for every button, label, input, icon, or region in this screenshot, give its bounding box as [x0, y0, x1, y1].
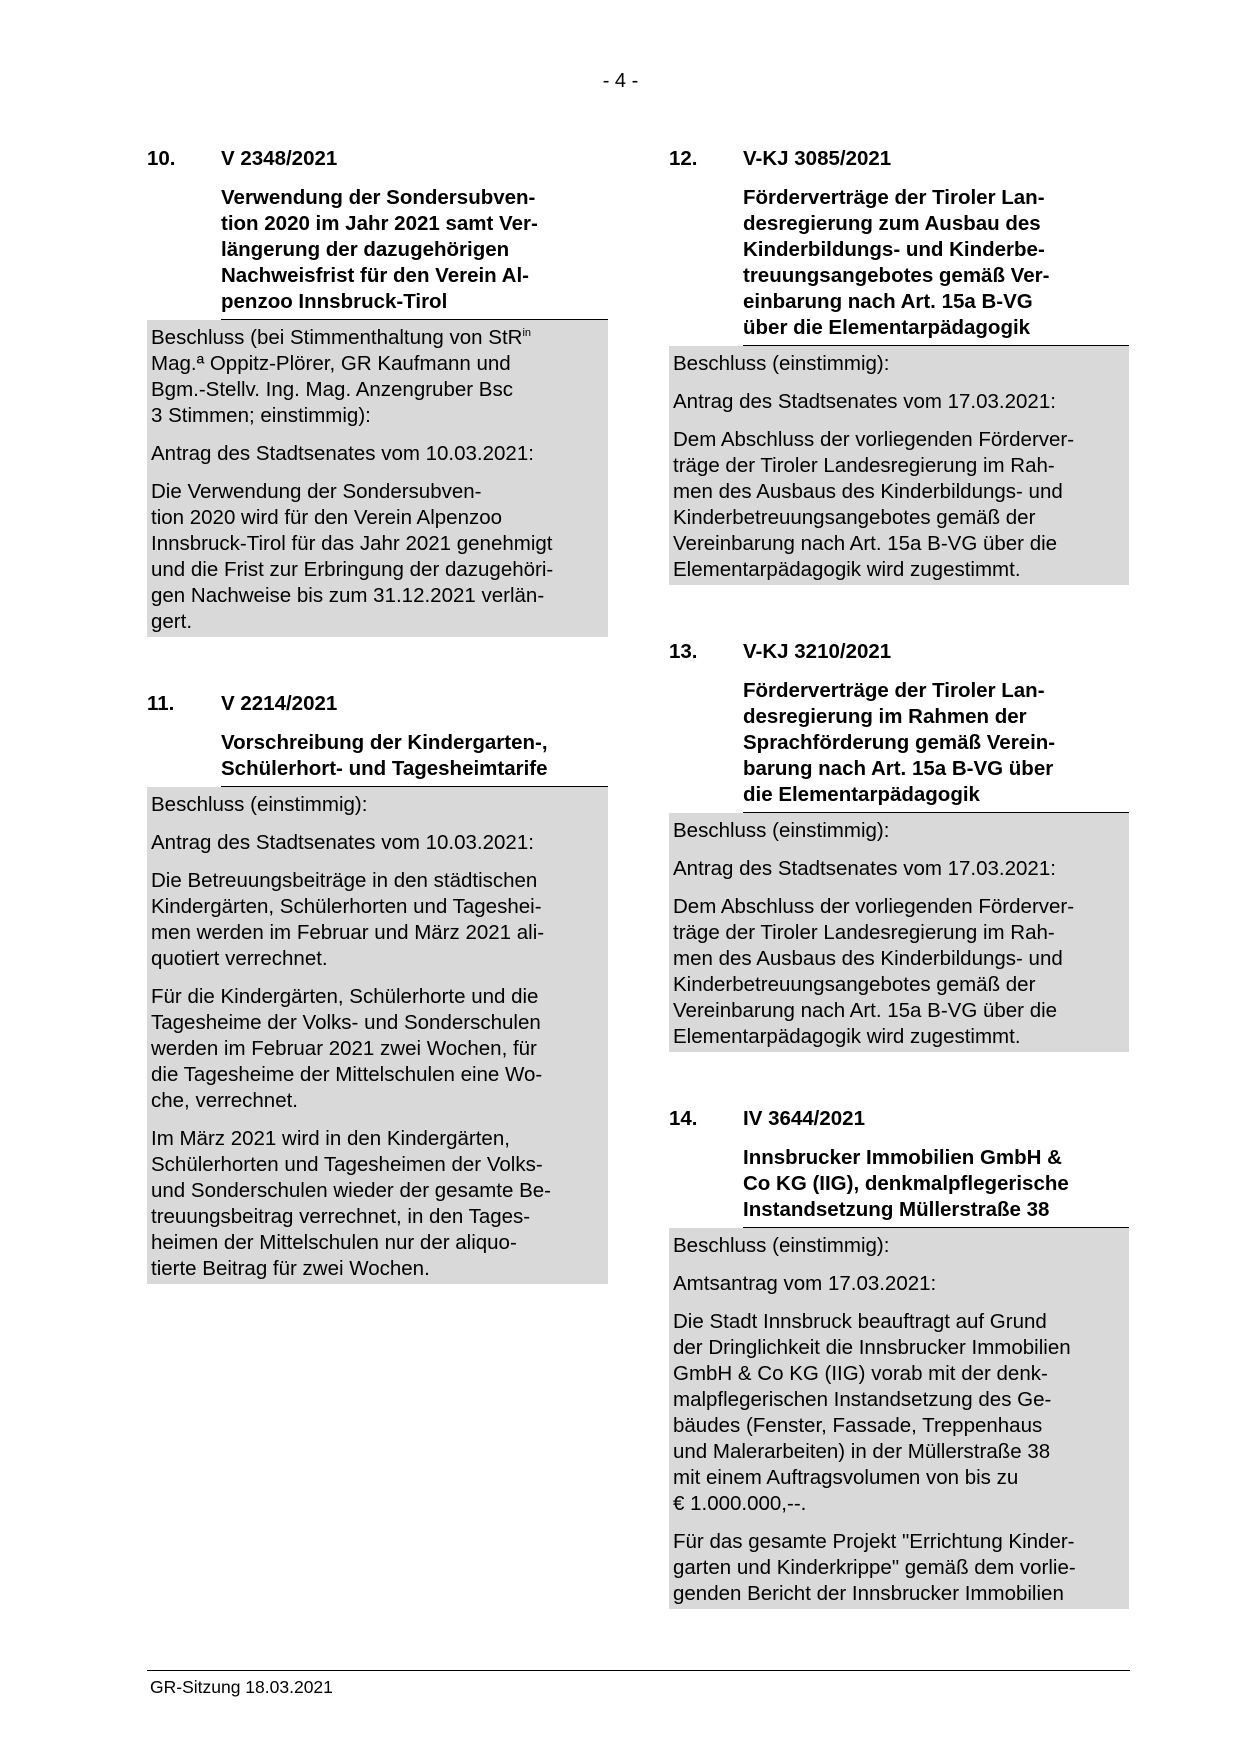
item-number: 10. — [147, 147, 176, 170]
item-title — [743, 185, 1129, 346]
body-line: gen Nachweise bis zum 31.12.2021 verlän- — [151, 584, 545, 607]
body-paragraph — [151, 868, 604, 972]
body-line: genden Bericht der Innsbrucker Immobilien — [673, 1582, 1064, 1605]
body-line: treuungsbeitrag verrechnet, in den Tages- — [151, 1205, 531, 1228]
decision-line: Bgm.-Stellv. Ing. Mag. Anzengruber Bsc — [151, 378, 513, 401]
body-line: gert. — [151, 610, 193, 633]
item-number: 11. — [147, 692, 175, 715]
body-line: men des Ausbaus des Kinderbildungs- und — [673, 947, 1063, 970]
item-header — [147, 146, 608, 172]
body-line: Kinderbetreuungsangebotes gemäß der — [673, 506, 1036, 529]
body-line: Kindergärten, Schülerhorten und Tageshei- — [151, 895, 542, 918]
body-line: € 1.000.000,--. — [673, 1492, 807, 1515]
title-line: Nachweisfrist für den Verein Al- — [221, 264, 529, 287]
body-line: Dem Abschluss der vorliegenden Förderver- — [673, 895, 1075, 918]
item-header — [669, 639, 1129, 665]
body-line: men werden im Februar und März 2021 ali- — [151, 921, 545, 944]
agenda-item-11 — [147, 691, 608, 1284]
body-line: Für das gesamte Projekt "Errichtung Kinder- — [673, 1530, 1075, 1553]
body-line: Kinderbetreuungsangebotes gemäß der — [673, 973, 1036, 996]
item-reference: V 2348/2021 — [221, 147, 338, 170]
body-line: die Tagesheime der Mittelschulen eine Wo- — [151, 1063, 543, 1086]
body-line: bäudes (Fenster, Fassade, Treppenhaus — [673, 1414, 1043, 1437]
body-line: Im März 2021 wird in den Kindergärten, — [151, 1127, 510, 1150]
title-line: Schülerhort- und Tagesheimtarife — [221, 757, 548, 780]
body-paragraph — [673, 1309, 1125, 1517]
motion-text: Antrag des Stadtsenates vom 10.03.2021: — [151, 831, 534, 854]
title-line: die Elementarpädagogik — [743, 783, 980, 806]
left-column — [147, 146, 608, 1338]
title-line: Kinderbildungs- und Kinderbe- — [743, 238, 1045, 261]
body-paragraph — [151, 984, 604, 1114]
title-line: Verwendung der Sondersubven- — [221, 186, 536, 209]
body-line: malpflegerischen Instandsetzung des Ge- — [673, 1388, 1052, 1411]
decision-text — [151, 325, 604, 429]
body-line: Schülerhorten und Tagesheimen der Volks- — [151, 1153, 543, 1176]
body-line: träge der Tiroler Landesregierung im Rah- — [673, 454, 1055, 477]
decision-box — [669, 1228, 1129, 1609]
motion-text: Antrag des Stadtsenates vom 10.03.2021: — [151, 442, 534, 465]
decision-box — [147, 787, 608, 1284]
item-reference: IV 3644/2021 — [743, 1107, 865, 1130]
body-paragraph — [151, 1126, 604, 1282]
body-line: Tagesheime der Volks- und Sonderschulen — [151, 1011, 541, 1034]
item-header — [669, 146, 1129, 172]
title-line: über die Elementarpädagogik — [743, 316, 1031, 339]
item-title — [221, 730, 608, 787]
body-line: Für die Kindergärten, Schülerhorte und die — [151, 985, 539, 1008]
body-paragraph — [673, 894, 1125, 1050]
motion-text: Antrag des Stadtsenates vom 17.03.2021: — [673, 857, 1056, 880]
item-number: 14. — [669, 1107, 698, 1130]
body-line: Die Stadt Innsbruck beauftragt auf Grund — [673, 1310, 1047, 1333]
body-line: quotiert verrechnet. — [151, 947, 328, 970]
item-title — [743, 1145, 1129, 1228]
body-line: GmbH & Co KG (IIG) vorab mit der denk- — [673, 1362, 1048, 1385]
item-header — [669, 1106, 1129, 1132]
item-number: 13. — [669, 640, 698, 663]
decision-superscript: in — [522, 327, 532, 340]
body-line: und Malerarbeiten) in der Müllerstraße 38 — [673, 1440, 1051, 1463]
title-line: Förderverträge der Tiroler Lan- — [743, 186, 1045, 209]
decision-text: Beschluss (einstimmig): — [151, 793, 368, 816]
body-line: Innsbruck-Tirol für das Jahr 2021 genehmigt — [151, 532, 553, 555]
decision-box — [147, 320, 608, 637]
title-line: Förderverträge der Tiroler Lan- — [743, 679, 1045, 702]
title-line: Co KG (IIG), denkmalpflegerische — [743, 1172, 1069, 1195]
decision-text: Beschluss (einstimmig): — [673, 352, 890, 375]
page-number: - 4 - — [602, 70, 639, 92]
title-line: desregierung im Rahmen der — [743, 705, 1027, 728]
body-line: garten und Kinderkrippe" gemäß dem vorlie- — [673, 1556, 1076, 1579]
body-line: Dem Abschluss der vorliegenden Förderver- — [673, 428, 1075, 451]
title-line: penzoo Innsbruck-Tirol — [221, 290, 448, 313]
body-line: Vereinbarung nach Art. 15a B-VG über die — [673, 999, 1058, 1022]
title-line: einbarung nach Art. 15a B-VG — [743, 290, 1033, 313]
motion-text: Amtsantrag vom 17.03.2021: — [673, 1272, 937, 1295]
body-line: mit einem Auftragsvolumen von bis zu — [673, 1466, 1019, 1489]
title-line: barung nach Art. 15a B-VG über — [743, 757, 1054, 780]
agenda-item-12 — [669, 146, 1129, 585]
body-paragraph — [673, 427, 1125, 583]
body-line: der Dringlichkeit die Innsbrucker Immobilien — [673, 1336, 1071, 1359]
body-line: träge der Tiroler Landesregierung im Rah- — [673, 921, 1055, 944]
decision-box — [669, 813, 1129, 1052]
body-paragraph — [151, 479, 604, 635]
title-line: Vorschreibung der Kindergarten-, — [221, 731, 548, 754]
body-line: Die Verwendung der Sondersubven- — [151, 480, 482, 503]
agenda-item-13 — [669, 639, 1129, 1052]
footer-divider — [147, 1670, 1130, 1671]
body-line: tion 2020 wird für den Verein Alpenzoo — [151, 506, 503, 529]
agenda-item-14 — [669, 1106, 1129, 1609]
item-title — [221, 185, 608, 320]
decision-line: Mag.ª Oppitz-Plörer, GR Kaufmann und — [151, 352, 511, 375]
body-line: che, verrechnet. — [151, 1089, 298, 1112]
body-line: tierte Beitrag für zwei Wochen. — [151, 1257, 430, 1280]
right-column — [669, 146, 1129, 1663]
decision-line: 3 Stimmen; einstimmig): — [151, 404, 371, 427]
body-line: heimen der Mittelschulen nur der aliquo- — [151, 1231, 517, 1254]
title-line: längerung der dazugehörigen — [221, 238, 510, 261]
agenda-item-10 — [147, 146, 608, 637]
body-line: und Sonderschulen wieder der gesamte Be- — [151, 1179, 551, 1202]
body-line: Elementarpädagogik wird zugestimmt. — [673, 558, 1021, 581]
title-line: Innsbrucker Immobilien GmbH & — [743, 1146, 1062, 1169]
title-line: Sprachförderung gemäß Verein- — [743, 731, 1056, 754]
body-paragraph — [673, 1529, 1125, 1607]
item-reference: V-KJ 3085/2021 — [743, 147, 892, 170]
item-reference: V 2214/2021 — [221, 692, 338, 715]
body-line: und die Frist zur Erbringung der dazugehöri- — [151, 558, 554, 581]
motion-text: Antrag des Stadtsenates vom 17.03.2021: — [673, 390, 1056, 413]
decision-text: Beschluss (einstimmig): — [673, 1234, 890, 1257]
body-line: Vereinbarung nach Art. 15a B-VG über die — [673, 532, 1058, 555]
title-line: Instandsetzung Müllerstraße 38 — [743, 1198, 1050, 1221]
item-reference: V-KJ 3210/2021 — [743, 640, 892, 663]
body-line: Die Betreuungsbeiträge in den städtischen — [151, 869, 538, 892]
body-line: werden im Februar 2021 zwei Wochen, für — [151, 1037, 537, 1060]
item-title — [743, 678, 1129, 813]
item-header — [147, 691, 608, 717]
title-line: treuungsangebotes gemäß Ver- — [743, 264, 1050, 287]
body-line: men des Ausbaus des Kinderbildungs- und — [673, 480, 1063, 503]
decision-line: Beschluss (bei Stimmenthaltung von StR — [151, 326, 523, 349]
item-number: 12. — [669, 147, 698, 170]
title-line: desregierung zum Ausbau des — [743, 212, 1041, 235]
decision-box — [669, 346, 1129, 585]
page-footer: GR-Sitzung 18.03.2021 — [150, 1677, 333, 1697]
body-line: Elementarpädagogik wird zugestimmt. — [673, 1025, 1021, 1048]
title-line: tion 2020 im Jahr 2021 samt Ver- — [221, 212, 538, 235]
decision-text: Beschluss (einstimmig): — [673, 819, 890, 842]
